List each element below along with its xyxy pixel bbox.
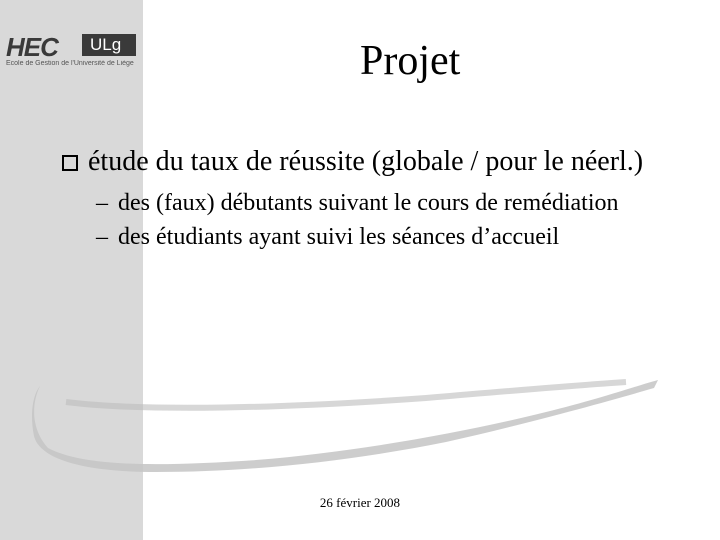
dash-marker: –	[96, 190, 108, 216]
sub-bullet-item	[62, 224, 682, 250]
bullet-text: étude du taux de réussite (globale / pour le néerl.)	[88, 146, 644, 177]
dash-marker: –	[96, 224, 108, 250]
logo-hec-text: HEC	[6, 32, 58, 62]
bullet-item	[62, 144, 682, 180]
hec-ulg-logo	[6, 32, 140, 74]
sub-bullet-item	[62, 190, 682, 216]
slide-title: Projet	[360, 38, 461, 84]
footer-date-text: 26 février 2008	[319, 495, 401, 510]
logo-tagline: Ecole de Gestion de l'Université de Liège	[6, 60, 134, 67]
checkbox-bullet-icon	[62, 155, 78, 171]
brush-stroke-decoration	[26, 372, 666, 482]
bullet-list	[62, 144, 682, 250]
sub-bullet-text: des étudiants ayant suivi les séances d’accueil	[118, 224, 560, 250]
footer-date	[0, 495, 720, 511]
logo-ulg-text: ULg	[82, 34, 136, 56]
sub-bullet-text: des (faux) débutants suivant le cours de remédiation	[118, 190, 619, 216]
